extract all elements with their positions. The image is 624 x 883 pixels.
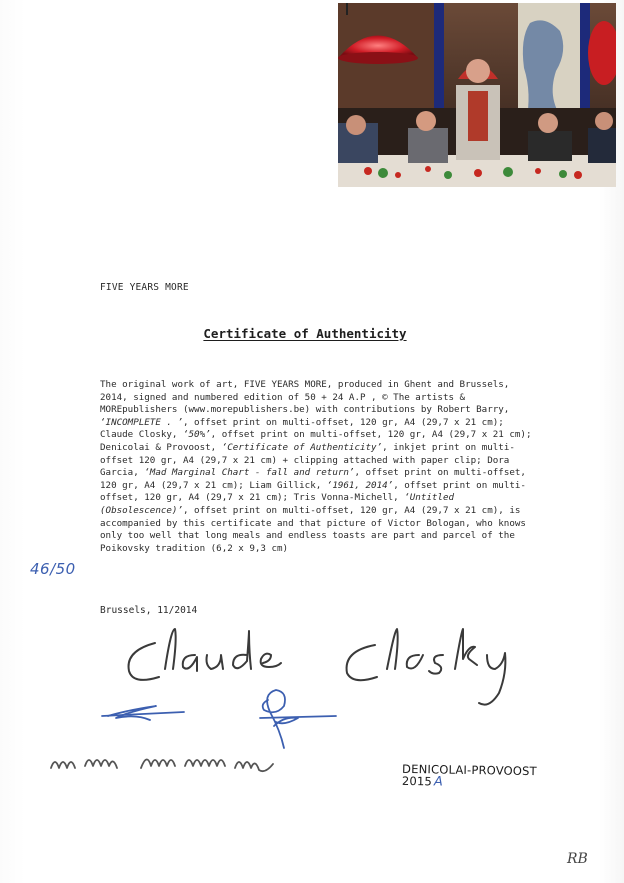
place-date: Brussels, 11/2014 [100, 605, 198, 616]
certificate-body [100, 379, 540, 555]
corner-initials: RB [567, 851, 588, 867]
photo-victor-bologan [338, 3, 616, 187]
certificate-title: Certificate of Authenticity [203, 326, 407, 341]
body-segment: , offset print on multi-offset, 120 gr, A4 (29,7 x 21 cm); Tris Vonna-Michell, [100, 479, 526, 504]
body-segment: , offset print on multi-offset, 120 gr, A4 (29,7 x 21 cm); Claude Closky, [100, 416, 504, 441]
document-heading: FIVE YEARS MORE [100, 282, 189, 293]
body-segment: , inkjet print on multi-offset 120 gr, A4 (29,7 x 21 cm) + clipping attached with paper clip; Dora Garcia, [100, 441, 515, 479]
body-segment: , offset print on multi-offset, 120 gr, A4 (29,7 x 21 cm); Denicolai & Provoost, [100, 429, 532, 453]
edition-number-handwritten: 46/50 [30, 560, 76, 578]
stamp-handwritten-mark: A [433, 774, 444, 790]
artist-stamp [402, 762, 537, 791]
work-title: ‘INCOMPLETE . ’ [100, 416, 183, 428]
body-segment: The original work of art, FIVE YEARS MORE, produced in Ghent and Brussels, 2014, signed and numbered edition of 50 + 24 A.P , © The artists & MOREpublishers (www.morepublishers.be) with contributions by Robert Barry, [100, 379, 510, 416]
body-segment: , offset print on multi-offset, 120 gr, A4 (29,7 x 21 cm); Liam Gillick, [100, 467, 526, 491]
stamp-year: 2015 [401, 773, 433, 789]
signature-scribble-gray [45, 742, 285, 782]
body-segment: , offset print on multi-offset, 120 gr, A4 (29,7 x 21 cm), is accompanied by this certificate and that picture of Victor Bologan, who knows only too well that long meals and endless toasts are part and parcel of the Poikovsky tradition (6,2 x 9,3 cm) [100, 504, 526, 554]
work-title: ‘Untitled (Obsolescence)’ [100, 492, 455, 516]
work-title: ‘1961, 2014’ [326, 479, 394, 491]
stamp-name: DENICOLAI-PROVOOST [402, 761, 537, 779]
work-title: ‘Certificate of Authenticity’ [221, 441, 383, 453]
work-title: ‘Mad Marginal Chart - fall and return’ [144, 467, 355, 479]
work-title: ‘50%’ [182, 429, 211, 441]
